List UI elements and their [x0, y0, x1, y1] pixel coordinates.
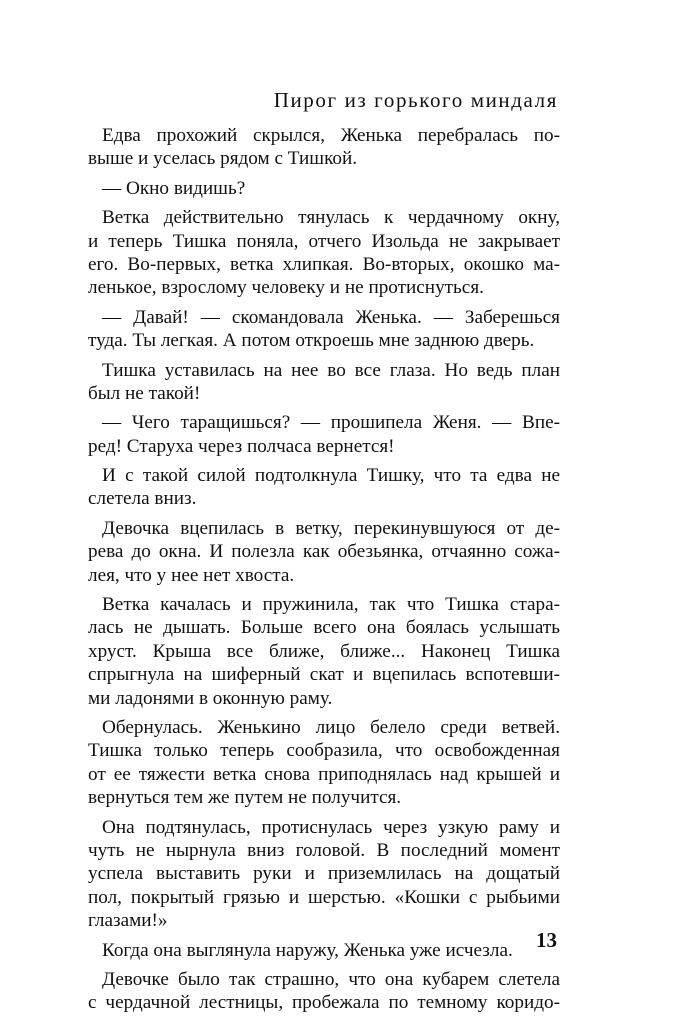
paragraph: [88, 816, 560, 933]
text-line: туда. Ты легкая. А потом откроешь мне заднюю дверь.: [88, 330, 535, 352]
text-line: и теперь Тишка поняла, отчего Изольда не закрывает: [88, 230, 560, 252]
text-line: Девочке было так страшно, что она кубарем слетела: [102, 968, 560, 990]
paragraph: [88, 464, 560, 511]
paragraph: [88, 411, 560, 458]
text-line: пол, покрытый грязью и шерстью. «Кошки с рыбьими: [88, 886, 560, 908]
text-line: его. Во-первых, ветка хлипкая. Во-вторых, окошко ма-: [88, 253, 560, 275]
text-line: Тишка уставилась на нее во все глаза. Но ведь план: [102, 359, 560, 381]
paragraph: [88, 206, 560, 300]
body-text: [88, 124, 560, 1015]
text-line: рева до окна. И полезла как обезьянка, отчаянно сожа-: [88, 541, 560, 563]
paragraph: [88, 359, 560, 406]
text-line: Когда она выглянула наружу, Женька уже исчезла.: [102, 939, 513, 961]
text-line: Ветка качалась и пружинила, так что Тишка стара-: [102, 594, 560, 616]
text-line: И с такой силой подтолкнула Тишку, что та едва не: [102, 465, 560, 487]
paragraph: [88, 517, 560, 587]
paragraph: [88, 968, 560, 1015]
text-line: глазами!»: [88, 910, 168, 932]
text-line: ленькое, взрослому человеку и не протиснуться.: [88, 277, 484, 299]
running-head: Пирог из горького миндаля: [273, 88, 558, 112]
text-line: слетела вниз.: [88, 488, 197, 510]
text-line: ми ладонями в оконную раму.: [88, 687, 333, 709]
text-line: Она подтянулась, протиснулась через узкую раму и: [102, 816, 560, 838]
page-number: 13: [536, 928, 557, 952]
text-line: лась не дышать. Больше всего она боялась услышать: [88, 617, 560, 639]
paragraph: [88, 306, 560, 353]
text-line: выше и уселась рядом с Тишкой.: [88, 148, 358, 170]
text-line: лея, что у нее нет хвоста.: [88, 564, 295, 586]
paragraph: [88, 177, 560, 200]
text-line: с чердачной лестницы, пробежала по темному коридо-: [88, 992, 560, 1014]
text-line: Девочка вцепилась в ветку, перекинувшуюся от де-: [102, 517, 560, 539]
text-line: — Окно видишь?: [102, 177, 246, 199]
text-line: спрыгнула на шиферный скат и вцепилась вспотевши-: [88, 664, 560, 686]
text-line: от ее тяжести ветка снова приподнялась над крышей и: [88, 763, 560, 785]
text-line: чуть не нырнула вниз головой. В последний момент: [88, 839, 560, 861]
text-line: Едва прохожий скрылся, Женька перебралась по-: [102, 125, 560, 146]
paragraph: [88, 939, 560, 962]
text-line: Ветка действительно тянулась к чердачному окну,: [102, 207, 560, 229]
text-line: хруст. Крыша все ближе, ближе... Наконец Тишка: [88, 640, 560, 662]
text-line: Тишка только теперь сообразила, что освобожденная: [88, 740, 560, 762]
text-line: — Чего таращишься? — прошипела Женя. — Впе-: [102, 412, 560, 434]
text-line: Обернулась. Женькино лицо белело среди ветвей.: [102, 716, 560, 738]
text-line: — Давай! — скомандовала Женька. — Заберешься: [102, 306, 560, 328]
text-line: был не такой!: [88, 382, 201, 404]
text-line: успела выставить руки и приземлилась на дощатый: [88, 863, 560, 885]
paragraph: [88, 124, 560, 171]
paragraph: [88, 593, 560, 710]
text-line: вернуться тем же путем не получится.: [88, 787, 402, 809]
paragraph: [88, 716, 560, 810]
text-line: ред! Старуха через полчаса вернется!: [88, 435, 395, 457]
